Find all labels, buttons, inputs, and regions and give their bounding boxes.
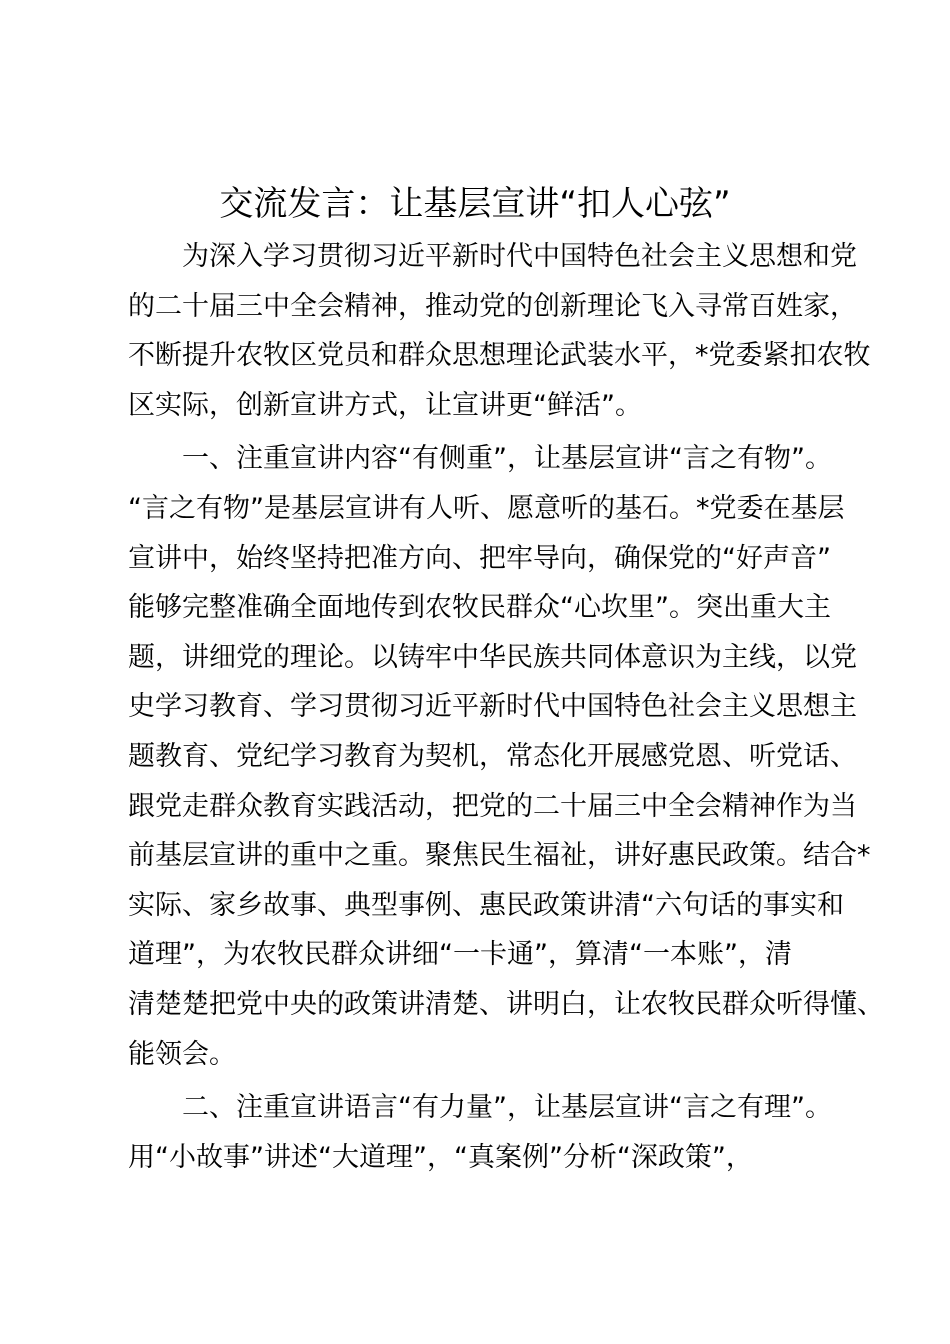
- paragraph-line: 宣讲中，始终坚持把准方向、把牢导向，确保党的“好声音”: [128, 542, 831, 574]
- paragraph-line: “言之有物”是基层宣讲有人听、愿意听的基石。*党委在基层: [128, 492, 845, 524]
- paragraph-section-one: [128, 434, 884, 1079]
- paragraph-line: 史学习教育、学习贯彻习近平新时代中国特色社会主义思想主: [128, 691, 857, 723]
- paragraph-line: 二、注重宣讲语言“有力量”，让基层宣讲“言之有理”。: [182, 1092, 832, 1124]
- paragraph-line: 的二十届三中全会精神，推动党的创新理论飞入寻常百姓家，: [128, 290, 857, 322]
- paragraph-line: 清楚楚把党中央的政策讲清楚、讲明白，让农牧民群众听得懂、: [128, 988, 884, 1020]
- paragraph-section-two: [128, 1083, 848, 1182]
- paragraph-line: 能领会。: [128, 1038, 236, 1070]
- paragraph-line: 前基层宣讲的重中之重。聚焦民生福祉，讲好惠民政策。结合*: [128, 840, 871, 872]
- paragraph-line: 一、注重宣讲内容“有侧重”，让基层宣讲“言之有物”。: [182, 443, 832, 475]
- document-body: [128, 232, 884, 1182]
- paragraph-line: 道理”，为农牧民群众讲细“一卡通”，算清“一本账”，清: [128, 939, 792, 971]
- paragraph-intro: [128, 232, 871, 430]
- paragraph-line: 跟党走群众教育实践活动，把党的二十届三中全会精神作为当: [128, 790, 857, 822]
- paragraph-line: 能够完整准确全面地传到农牧民群众“心坎里”。突出重大主: [128, 592, 831, 624]
- paragraph-line: 题教育、党纪学习教育为契机，常态化开展感党恩、听党话、: [128, 740, 857, 772]
- paragraph-line: 区实际，创新宣讲方式，让宣讲更“鲜活”。: [128, 389, 642, 421]
- paragraph-line: 题，讲细党的理论。以铸牢中华民族共同体意识为主线，以党: [128, 641, 857, 673]
- document-title: 交流发言：让基层宣讲“扣人心弦”: [219, 184, 731, 224]
- paragraph-line: 实际、家乡故事、典型事例、惠民政策讲清“六句话的事实和: [128, 889, 844, 921]
- paragraph-line: 用“小故事”讲述“大道理”，“真案例”分析“深政策”，: [128, 1141, 753, 1173]
- paragraph-line: 为深入学习贯彻习近平新时代中国特色社会主义思想和党: [182, 241, 857, 272]
- paragraph-line: 不断提升农牧区党员和群众思想理论武装水平，*党委紧扣农牧: [128, 340, 871, 372]
